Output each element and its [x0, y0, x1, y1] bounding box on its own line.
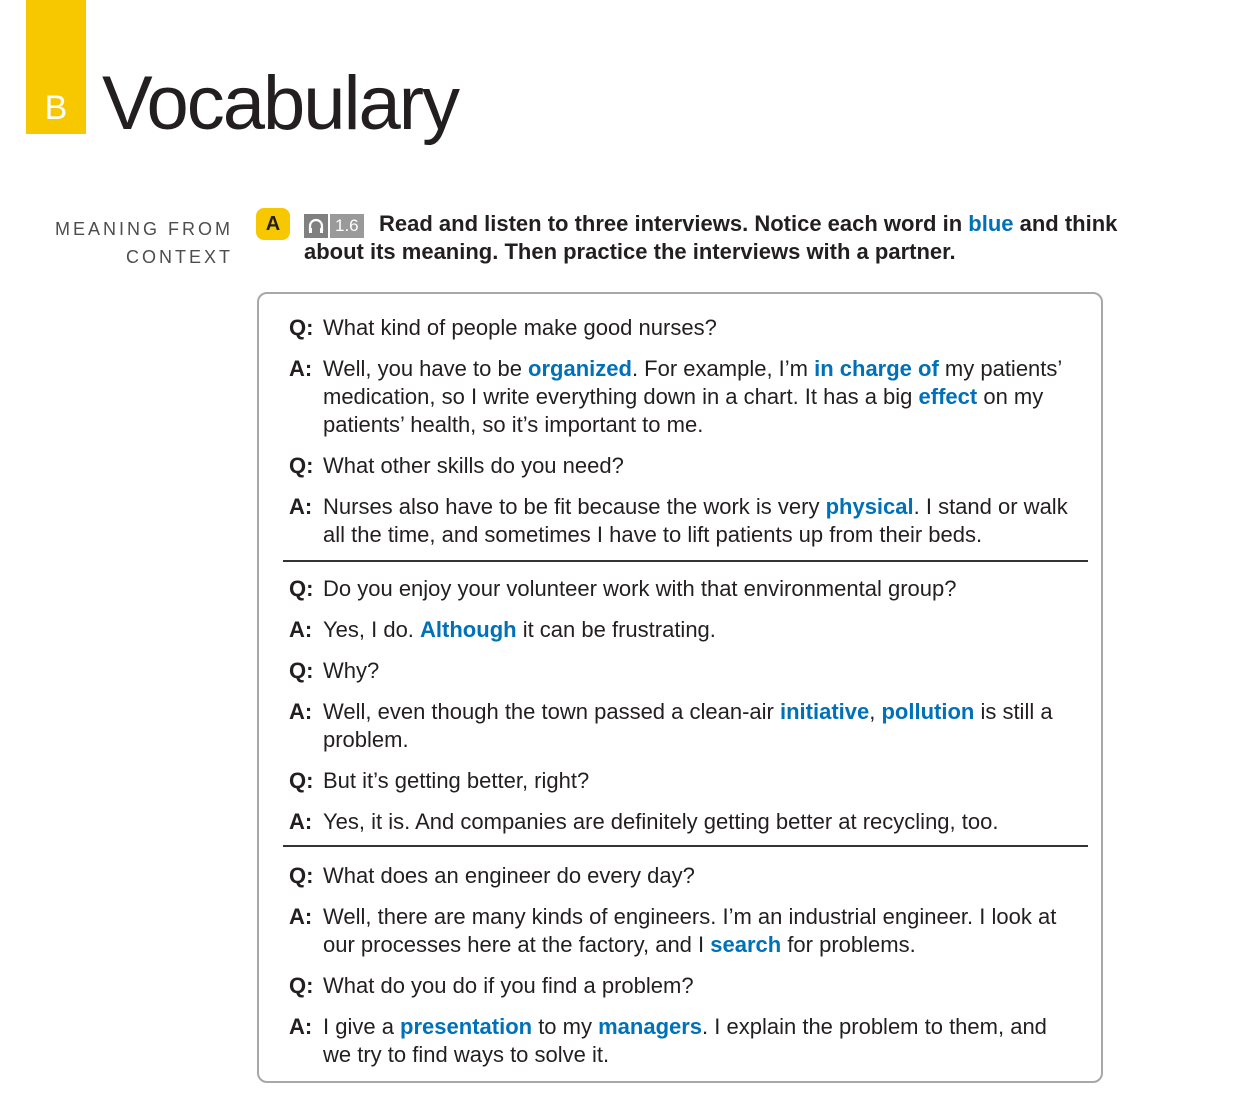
dialog-text	[323, 903, 1081, 959]
question-line	[289, 575, 1081, 603]
text-segment: Well, there are many kinds of engineers. I’m an industrial engineer. I look at our processes here at the factory, and I	[323, 904, 1057, 957]
dialog-text	[323, 314, 1081, 342]
dialog-text	[323, 972, 1081, 1000]
text-segment: What other skills do you need?	[323, 453, 624, 478]
speaker-label: A:	[289, 356, 313, 381]
speaker-label: A:	[289, 904, 313, 929]
text-segment: to my	[532, 1014, 599, 1039]
text-segment: Why?	[323, 658, 380, 683]
interview-group-3	[289, 862, 1081, 1082]
interview-group-2	[289, 575, 1081, 849]
section-letter: B	[44, 89, 68, 127]
text-segment: ,	[869, 699, 882, 724]
vocabulary-word: managers	[598, 1014, 703, 1039]
dialog-text	[323, 355, 1081, 439]
dialog-box	[257, 292, 1103, 1083]
vocabulary-word: Although	[420, 617, 517, 642]
side-label-line2: CONTEXT	[125, 247, 233, 267]
side-label	[55, 215, 233, 271]
text-segment: Nurses also have to be fit because the work is very	[323, 494, 826, 519]
text-segment: What do you do if you find a problem?	[323, 973, 694, 998]
text-segment: . I stand or walk all the time, and sometimes I have to lift patients up from their beds.	[323, 494, 1068, 547]
answer-line	[289, 903, 1081, 959]
vocabulary-word: pollution	[881, 699, 975, 724]
vocabulary-word: initiative	[779, 699, 870, 724]
question-line	[289, 314, 1081, 342]
vocabulary-word: effect	[918, 384, 978, 409]
vocabulary-word: presentation	[400, 1014, 533, 1039]
instructions-part1: Read and listen to three interviews. Notice each word in	[379, 211, 969, 236]
dialog-text	[323, 575, 1081, 603]
vocabulary-word: search	[710, 932, 782, 957]
speaker-label: A:	[289, 494, 313, 519]
answer-line	[289, 1013, 1081, 1069]
answer-line	[289, 355, 1081, 439]
divider	[283, 845, 1088, 847]
instructions-blue-word: blue	[968, 211, 1014, 236]
speaker-label: Q:	[289, 863, 314, 888]
question-line	[289, 972, 1081, 1000]
text-segment: for problems.	[781, 932, 916, 957]
speaker-label: Q:	[289, 315, 314, 340]
text-segment: But it’s getting better, right?	[323, 768, 590, 793]
text-segment: Well, you have to be	[323, 356, 529, 381]
vocabulary-word: physical	[825, 494, 914, 519]
section-tab	[26, 0, 86, 134]
question-line	[289, 862, 1081, 890]
audio-track-number[interactable]: 1.6	[330, 214, 364, 238]
answer-line	[289, 698, 1081, 754]
answer-line	[289, 493, 1081, 549]
dialog-text	[323, 808, 1081, 836]
dialog-text	[323, 616, 1081, 644]
text-segment: Yes, I do.	[323, 617, 421, 642]
text-segment: I give a	[323, 1014, 401, 1039]
interview-group-1	[289, 314, 1081, 562]
text-segment: . I explain the problem to them, and we try to find ways to solve it.	[323, 1014, 1047, 1067]
speaker-label: Q:	[289, 768, 314, 793]
text-segment: is still a problem.	[323, 699, 1053, 752]
page-title: Vocabulary	[102, 61, 459, 146]
speaker-label: A:	[289, 809, 313, 834]
speaker-label: A:	[289, 699, 313, 724]
divider	[283, 560, 1088, 562]
audio-tag[interactable]	[304, 214, 364, 238]
text-segment: on my patients’ health, so it’s important to me.	[323, 384, 1044, 437]
speaker-label: Q:	[289, 973, 314, 998]
speaker-label: A:	[289, 617, 313, 642]
dialog-text	[323, 1013, 1081, 1069]
speaker-label: Q:	[289, 658, 314, 683]
side-label-line1: MEANING FROM	[55, 219, 233, 239]
text-segment: Well, even though the town passed a clean-air	[323, 699, 780, 724]
exercise-instructions	[304, 210, 1154, 266]
text-segment: my patients’ medication, so I write everything down in a chart. It has a big	[323, 356, 1062, 409]
answer-line	[289, 808, 1081, 836]
dialog-text	[323, 862, 1081, 890]
speaker-label: A:	[289, 1014, 313, 1039]
question-line	[289, 767, 1081, 795]
text-segment: What kind of people make good nurses?	[323, 315, 717, 340]
text-segment: Do you enjoy your volunteer work with that environmental group?	[323, 576, 957, 601]
instructions-part2: and think about its meaning. Then practice the interviews with a partner.	[304, 211, 1118, 264]
text-segment: it can be frustrating.	[516, 617, 716, 642]
answer-line	[289, 616, 1081, 644]
dialog-text	[323, 698, 1081, 754]
dialog-text	[323, 657, 1081, 685]
speaker-label: Q:	[289, 453, 314, 478]
headphones-icon[interactable]	[304, 214, 328, 238]
text-segment: What does an engineer do every day?	[323, 863, 695, 888]
vocabulary-word: organized	[528, 356, 632, 381]
dialog-text	[323, 493, 1081, 549]
question-line	[289, 657, 1081, 685]
text-segment: Yes, it is. And companies are definitely getting better at recycling, too.	[323, 809, 999, 834]
speaker-label: Q:	[289, 576, 314, 601]
exercise-badge: A	[256, 208, 290, 240]
vocabulary-word: in charge of	[814, 356, 939, 381]
dialog-text	[323, 452, 1081, 480]
question-line	[289, 452, 1081, 480]
text-segment: . For example, I’m	[631, 356, 815, 381]
dialog-text	[323, 767, 1081, 795]
